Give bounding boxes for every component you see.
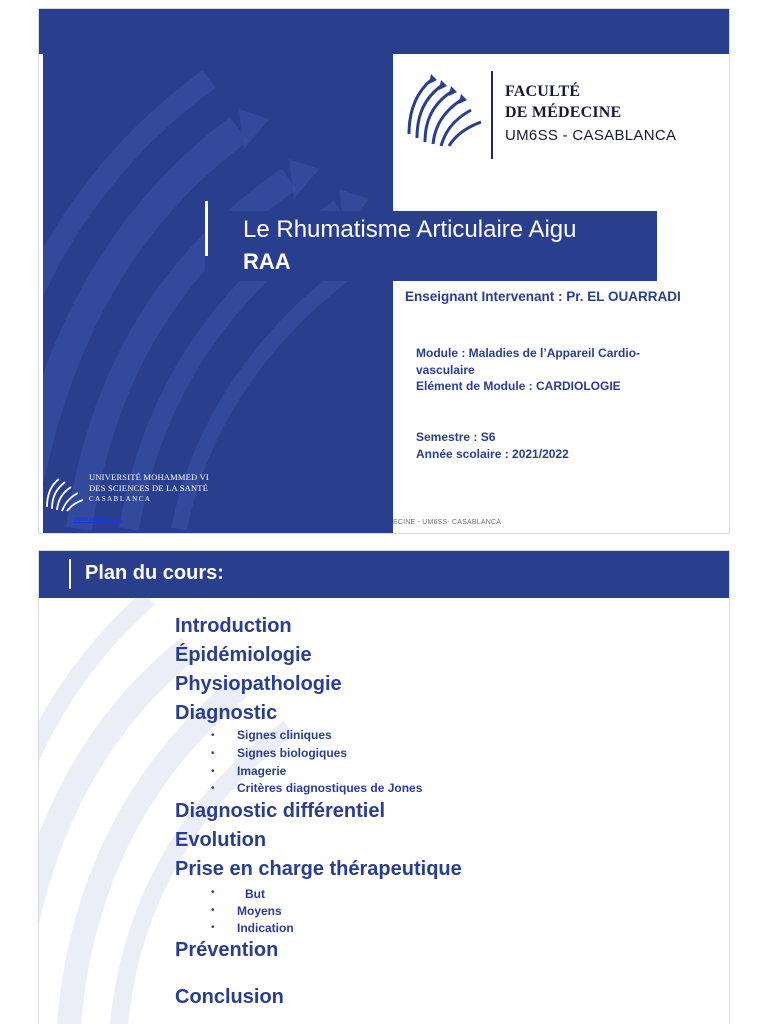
toc-subitem-but: But [245, 887, 265, 901]
university-name-line3: CASABLANCA [89, 495, 152, 503]
faculty-name-line1: FACULTÉ [505, 83, 581, 100]
plan-accent-line [69, 559, 71, 589]
left-white-strip [39, 54, 43, 534]
toc-item-physiopathologie: Physiopathologie [175, 673, 342, 695]
bullet-marker: • [211, 766, 215, 777]
toc-subitem-signes-cliniques: Signes cliniques [237, 728, 332, 742]
bullet-marker: • [211, 748, 215, 759]
toc-subitem-indication: Indication [237, 921, 294, 935]
bullet-marker: • [211, 730, 215, 741]
plan-title: Plan du cours: [85, 562, 224, 584]
faculty-name-line2: DE MÉDECINE [505, 104, 622, 121]
toc-item-prise-en-charge: Prise en charge thérapeutique [175, 858, 462, 880]
toc-subitem-criteres-jones: Critères diagnostiques de Jones [237, 781, 423, 795]
university-logo-icon [43, 469, 85, 513]
university-name-line1: UNIVERSITÉ MOHAMMED VI [89, 472, 209, 482]
university-name-line2: DES SCIENCES DE LA SANTÉ [89, 483, 209, 493]
faculty-logo-divider [491, 71, 493, 159]
slide-footer: ECINE - UM6SS- CASABLANCA [393, 519, 502, 526]
presentation-subtitle: RAA [243, 249, 291, 274]
module-line: Module : Maladies de l’Appareil Cardio-vasculaire [416, 346, 641, 377]
plan-slide [38, 550, 730, 1024]
toc-item-diagnostic-differentiel: Diagnostic différentiel [175, 800, 386, 822]
faculty-name-line3: UM6SS - CASABLANCA [505, 127, 677, 144]
bullet-marker: • [211, 922, 215, 933]
element-line: Elément de Module : CARDIOLOGIE [416, 379, 621, 393]
bullet-marker: • [211, 783, 215, 794]
teacher-line: Enseignant Intervenant : Pr. EL OUARRADI [405, 289, 681, 304]
toc-subitem-moyens: Moyens [237, 904, 282, 918]
toc-item-diagnostic: Diagnostic [175, 702, 278, 724]
university-website-link[interactable]: www.um6ss.ma [73, 516, 123, 523]
toc-item-epidemiologie: Épidémiologie [175, 644, 312, 666]
toc-item-prevention: Prévention [175, 939, 279, 961]
semestre-line: Semestre : S6 [416, 430, 496, 444]
toc-subitem-imagerie: Imagerie [237, 764, 287, 778]
toc-item-evolution: Evolution [175, 829, 267, 851]
toc-item-conclusion: Conclusion [175, 986, 284, 1008]
toc-item-introduction: Introduction [175, 615, 292, 637]
bullet-marker: • [211, 887, 215, 898]
faculty-logo-icon [403, 64, 489, 150]
title-accent-line [205, 201, 208, 256]
title-slide [38, 8, 730, 534]
presentation-title: Le Rhumatisme Articulaire Aigu [243, 216, 577, 243]
bullet-marker: • [211, 905, 215, 916]
annee-line: Année scolaire : 2021/2022 [416, 447, 569, 461]
toc-subitem-signes-biologiques: Signes biologiques [237, 746, 348, 760]
